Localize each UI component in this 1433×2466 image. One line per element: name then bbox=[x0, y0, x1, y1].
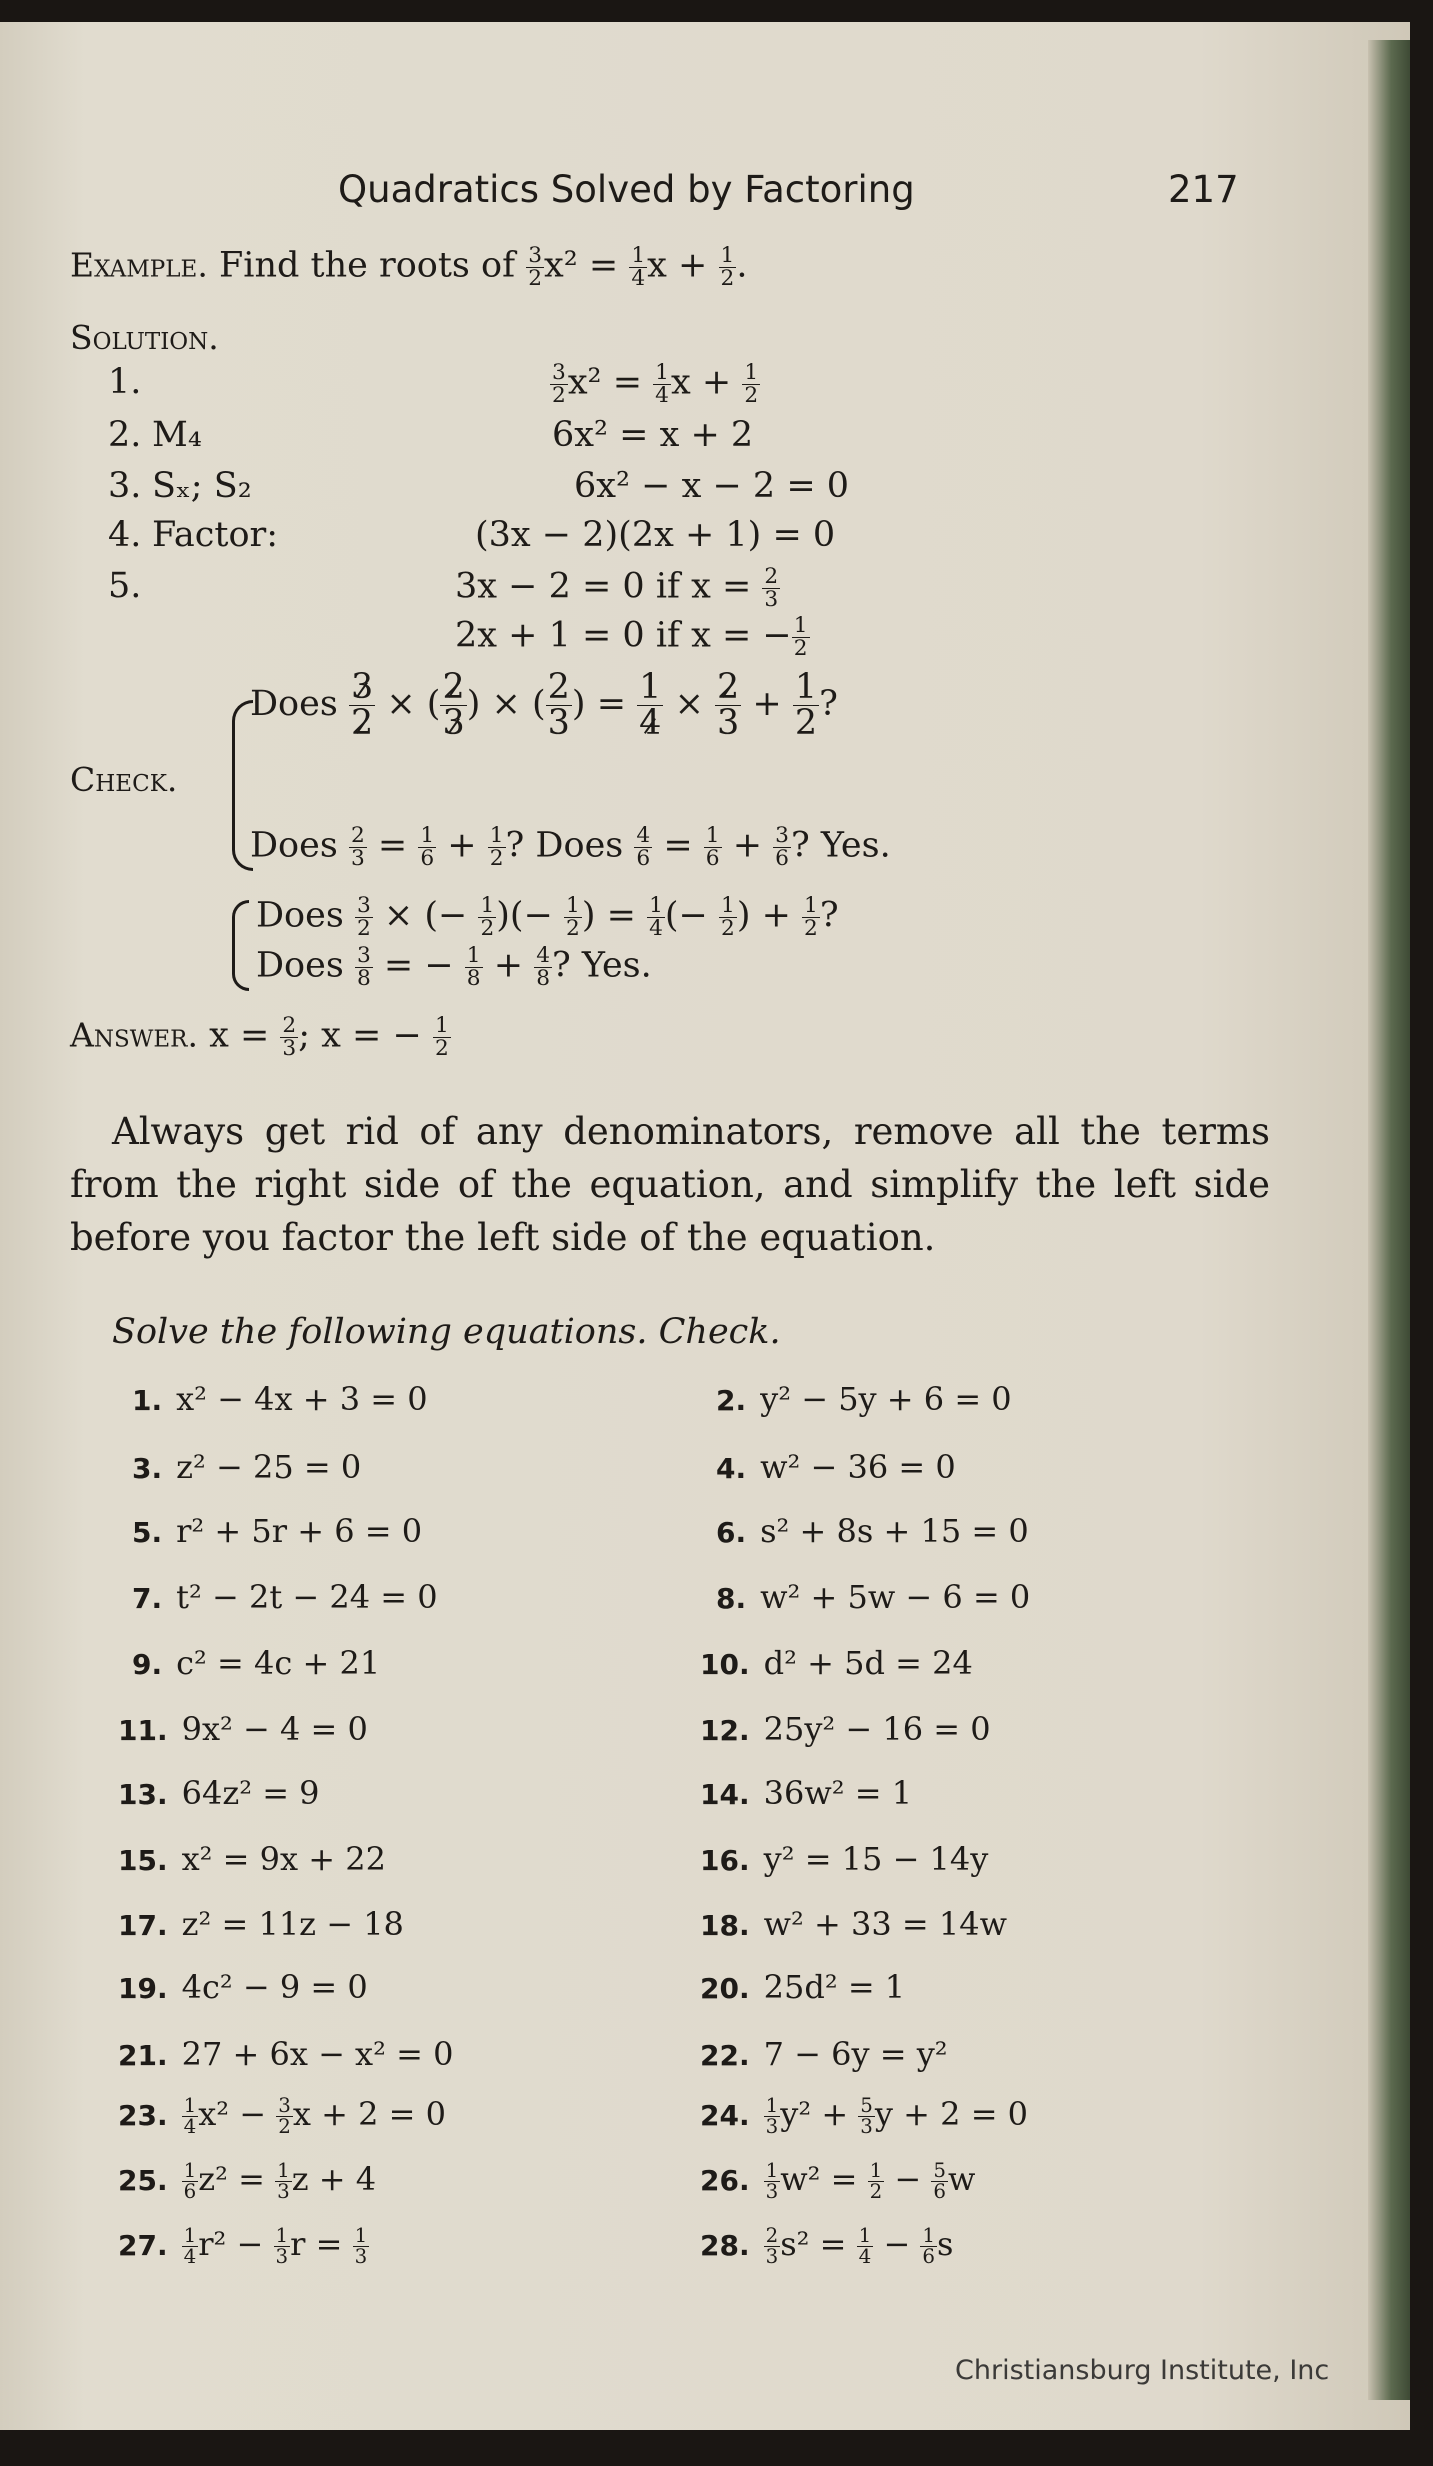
step-eq-2: 6x² = x + 2 bbox=[552, 415, 754, 455]
answer-line: Answer. x = $\frac{2}{3}$ ; x = − $\frac{1}{2}$ bbox=[70, 1013, 449, 1061]
step-num-4: 4. bbox=[108, 515, 142, 555]
check-yes-2: Yes. bbox=[581, 945, 652, 986]
step-num-3: 3. bbox=[108, 466, 142, 506]
exercise-2: 2. y² − 5y + 6 = 0 bbox=[716, 1380, 1012, 1418]
exercise-25: 25. $\frac{1}{6}$ z² = $\frac{1}{3}$ z + 4 bbox=[118, 2159, 377, 2203]
check-line-1: Does $\frac{3}{2}$ × ( $\frac{2}{3}$ ) × ( $\frac{2}{3}$ ) = $\frac{1}{4}$ × $\frac{2}{3}$ + $\frac{1}{2}$ ? bbox=[250, 667, 838, 743]
answer-sep: ; x = − bbox=[298, 1015, 422, 1056]
example-text: Find the roots of bbox=[218, 245, 516, 286]
answer-text: x = bbox=[209, 1015, 281, 1056]
example-label: Example. bbox=[70, 245, 208, 285]
step-eq-3: 6x² − x − 2 = 0 bbox=[574, 466, 850, 506]
exercise-24: 24. $\frac{1}{3}$ y² + $\frac{5}{3}$ y + 2 = 0 bbox=[700, 2094, 1029, 2138]
exercise-26: 26. $\frac{1}{3}$ w² = $\frac{1}{2}$ − $\frac{5}{6}$ w bbox=[700, 2159, 976, 2203]
exercise-15: 15. x² = 9x + 22 bbox=[118, 1840, 386, 1878]
exercise-27: 27. $\frac{1}{4}$ r² − $\frac{1}{3}$ r = $\frac{1}{3}$ bbox=[118, 2224, 368, 2268]
check-does-2: Does bbox=[250, 825, 338, 866]
page-number: 217 bbox=[1168, 168, 1239, 211]
step-num-2: 2. bbox=[108, 415, 142, 455]
exercise-14: 14. 36w² = 1 bbox=[700, 1774, 913, 1812]
check-yes-1: Yes. bbox=[820, 825, 891, 866]
check2-line-1: Does $\frac{3}{2}$ × (− $\frac{1}{2}$ )(− $\frac{1}{2}$ ) = $\frac{1}{4}$ (− $\frac{1}{2}$ ) + $\frac{1}{2}$ ? bbox=[256, 893, 839, 941]
exercise-23: 23. $\frac{1}{4}$ x² − $\frac{3}{2}$ x + 2 = 0 bbox=[118, 2094, 446, 2138]
watermark: Christiansburg Institute, Inc bbox=[955, 2355, 1330, 2386]
instruction-paragraph: Always get rid of any denominators, remove all the terms from the right side of the equation, and simplify the left side before you factor the left side of the equation. bbox=[70, 1110, 1270, 1259]
solution-label: Solution. bbox=[70, 318, 219, 357]
example-eq-tail: x² = bbox=[544, 245, 630, 286]
exercise-12: 12. 25y² − 16 = 0 bbox=[700, 1710, 991, 1748]
book-spine bbox=[1368, 40, 1410, 2400]
exercise-1: 1. x² − 4x + 3 = 0 bbox=[132, 1380, 428, 1418]
check-does-1: Does bbox=[250, 684, 338, 724]
exercise-4: 4. w² − 36 = 0 bbox=[716, 1448, 956, 1486]
exercise-3: 3. z² − 25 = 0 bbox=[132, 1448, 362, 1486]
exercise-7: 7. t² − 2t − 24 = 0 bbox=[132, 1578, 438, 1616]
exercise-9: 9. c² = 4c + 21 bbox=[132, 1644, 381, 1682]
check2-brace bbox=[232, 900, 249, 991]
step-eq-5a: 3x − 2 = 0 if x = $\frac{2}{3}$ bbox=[455, 564, 779, 612]
step-num-5: 5. bbox=[108, 566, 142, 606]
exercise-16: 16. y² = 15 − 14y bbox=[700, 1840, 989, 1878]
step-label-4: Factor: bbox=[152, 515, 279, 555]
exercise-22: 22. 7 − 6y = y² bbox=[700, 2035, 948, 2073]
example-line: Example. Find the roots of $\frac{3}{2}$ x² = $\frac{1}{4}$ x + $\frac{1}{2}$ . bbox=[70, 243, 748, 291]
exercise-17: 17. z² = 11z − 18 bbox=[118, 1905, 404, 1943]
exercise-18: 18. w² + 33 = 14w bbox=[700, 1905, 1007, 1943]
step-label-2: M₄ bbox=[152, 415, 202, 455]
exercise-6: 6. s² + 8s + 15 = 0 bbox=[716, 1512, 1029, 1550]
exercise-8: 8. w² + 5w − 6 = 0 bbox=[716, 1578, 1031, 1616]
exercises-heading: Solve the following equations. Check. bbox=[112, 1312, 781, 1352]
running-title: Quadratics Solved by Factoring bbox=[338, 168, 915, 211]
step-num-1: 1. bbox=[108, 362, 142, 402]
exercise-20: 20. 25d² = 1 bbox=[700, 1968, 906, 2006]
exercise-5: 5. r² + 5r + 6 = 0 bbox=[132, 1512, 423, 1550]
check2-does-2: Does bbox=[256, 945, 344, 986]
check-line-2: Does $\frac{2}{3}$ = $\frac{1}{6}$ + $\frac{1}{2}$ ? Does $\frac{4}{6}$ = $\frac{1}{6}$ + $\frac{3}{6}$ ? Yes. bbox=[250, 823, 891, 871]
step-eq-5a-text: 3x − 2 = 0 if x = bbox=[455, 566, 763, 607]
step-label-3: Sₓ; S₂ bbox=[152, 466, 252, 506]
step-eq-1: $\frac{3}{2}$ x² = $\frac{1}{4}$ x + $\frac{1}{2}$ bbox=[552, 360, 759, 408]
exercise-10: 10. d² + 5d = 24 bbox=[700, 1644, 973, 1682]
exercise-13: 13. 64z² = 9 bbox=[118, 1774, 320, 1812]
step-eq-5b-text: 2x + 1 = 0 if x = − bbox=[455, 615, 792, 656]
exercise-21: 21. 27 + 6x − x² = 0 bbox=[118, 2035, 454, 2073]
check-label: Check. bbox=[70, 760, 178, 799]
check2-does-1: Does bbox=[256, 895, 344, 936]
check2-line-2: Does $\frac{3}{8}$ = − $\frac{1}{8}$ + $\frac{4}{8}$ ? Yes. bbox=[256, 943, 652, 991]
step-eq-5b: 2x + 1 = 0 if x = − $\frac{1}{2}$ bbox=[455, 613, 808, 661]
exercise-11: 11. 9x² − 4 = 0 bbox=[118, 1710, 368, 1748]
exercise-28: 28. $\frac{2}{3}$ s² = $\frac{1}{4}$ − $\frac{1}{6}$ s bbox=[700, 2224, 954, 2268]
exercise-19: 19. 4c² − 9 = 0 bbox=[118, 1968, 368, 2006]
answer-label: Answer. bbox=[70, 1015, 198, 1055]
step-eq-4: (3x − 2)(2x + 1) = 0 bbox=[475, 515, 836, 555]
